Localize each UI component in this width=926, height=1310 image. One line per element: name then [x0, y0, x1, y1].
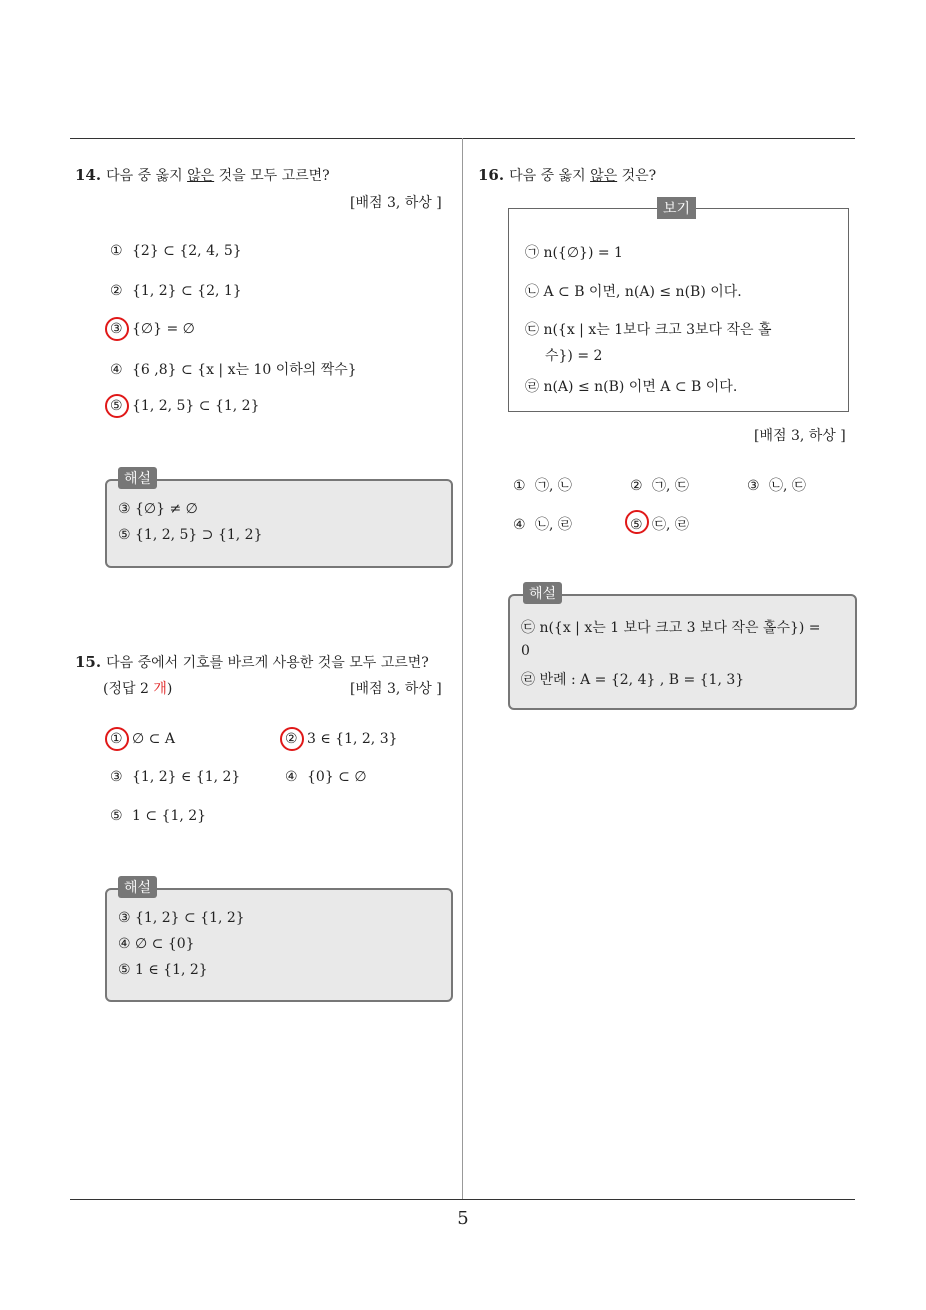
q16-option-3[interactable]: ③ ㉡, ㉢	[747, 478, 806, 494]
q14-option-1[interactable]: ① {2} ⊂ {2, 4, 5}	[110, 243, 242, 259]
q15-answer-count: (정답 2 개)	[103, 681, 173, 697]
q16-answer-circle-5	[625, 510, 649, 534]
q14-answer-circle-5	[105, 394, 129, 418]
q14-solution-tag: 해설	[118, 467, 157, 489]
q15-option-1[interactable]: ① ∅ ⊂ A	[110, 731, 175, 747]
q16-solution-line: ㉢ n({x | x는 1 보다 크고 3 보다 작은 홀수}) =	[521, 620, 821, 636]
q14-answer-circle-3	[105, 317, 129, 341]
q16-solution-line: ㉣ 반례 : A = {2, 4} , B = {1, 3}	[521, 672, 745, 688]
q16-bogi-item: ㉡ A ⊂ B 이면, n(A) ≤ n(B) 이다.	[525, 284, 742, 300]
q15-option-2[interactable]: ② 3 ∈ {1, 2, 3}	[285, 731, 398, 747]
q14-underline: 않은	[187, 168, 215, 184]
q16-bogi-item: ㉣ n(A) ≤ n(B) 이면 A ⊂ B 이다.	[525, 379, 738, 395]
page-number: 5	[457, 1208, 469, 1229]
q15-title: 15. 다음 중에서 기호를 바르게 사용한 것을 모두 고르면?	[75, 653, 429, 671]
q15-answer-circle-1	[105, 727, 129, 751]
q15-solution-line: ④ ∅ ⊂ {0}	[118, 936, 195, 952]
q16-solution-line: 0	[521, 643, 530, 659]
q16-solution-tag: 해설	[523, 582, 562, 604]
q15-solution-line: ③ {1, 2} ⊂ {1, 2}	[118, 910, 245, 926]
q14-option-5[interactable]: ⑤ {1, 2, 5} ⊂ {1, 2}	[110, 398, 260, 414]
q16-option-2[interactable]: ② ㉠, ㉢	[630, 478, 689, 494]
q14-solution-box	[105, 479, 453, 568]
q16-underline: 않은	[590, 168, 618, 184]
q14-solution-line: ⑤ {1, 2, 5} ⊃ {1, 2}	[118, 527, 263, 543]
q16-solution-box	[508, 594, 857, 710]
q14-option-4[interactable]: ④ {6 ,8} ⊂ {x | x는 10 이하의 짝수}	[110, 362, 357, 378]
q15-meta: [배점 3, 하상 ]	[350, 681, 442, 697]
q16-option-1[interactable]: ① ㉠, ㉡	[513, 478, 572, 494]
q14-number: 14.	[75, 166, 102, 184]
q16-bogi-item: 수}) = 2	[545, 348, 603, 364]
q15-answer-circle-2	[280, 727, 304, 751]
q15-solution-line: ⑤ 1 ∈ {1, 2}	[118, 962, 208, 978]
q15-option-5[interactable]: ⑤ 1 ⊂ {1, 2}	[110, 808, 207, 824]
bottom-rule	[70, 1199, 855, 1200]
q16-meta: [배점 3, 하상 ]	[754, 428, 846, 444]
q16-bogi-item: ㉠ n({∅}) = 1	[525, 245, 623, 261]
q14-option-3[interactable]: ③ {∅} = ∅	[110, 321, 195, 337]
q16-title: 16. 다음 중 옳지 않은 것은?	[478, 166, 657, 184]
q16-bogi-tag: 보기	[657, 197, 696, 219]
column-divider	[462, 138, 463, 1199]
q15-number: 15.	[75, 653, 102, 671]
q15-option-3[interactable]: ③ {1, 2} ∈ {1, 2}	[110, 769, 241, 785]
q16-option-4[interactable]: ④ ㉡, ㉣	[513, 517, 572, 533]
q15-option-4[interactable]: ④ {0} ⊂ ∅	[285, 769, 367, 785]
q16-bogi-item: ㉢ n({x | x는 1보다 크고 3보다 작은 홀	[525, 322, 772, 338]
q15-solution-tag: 해설	[118, 876, 157, 898]
q16-option-5[interactable]: ⑤ ㉢, ㉣	[630, 517, 689, 533]
q16-number: 16.	[478, 166, 505, 184]
q14-title: 14. 다음 중 옳지 않은 것을 모두 고르면?	[75, 166, 330, 184]
q14-solution-line: ③ {∅} ≠ ∅	[118, 501, 198, 517]
q14-option-2[interactable]: ② {1, 2} ⊂ {2, 1}	[110, 283, 242, 299]
q14-meta: [배점 3, 하상 ]	[350, 195, 442, 211]
